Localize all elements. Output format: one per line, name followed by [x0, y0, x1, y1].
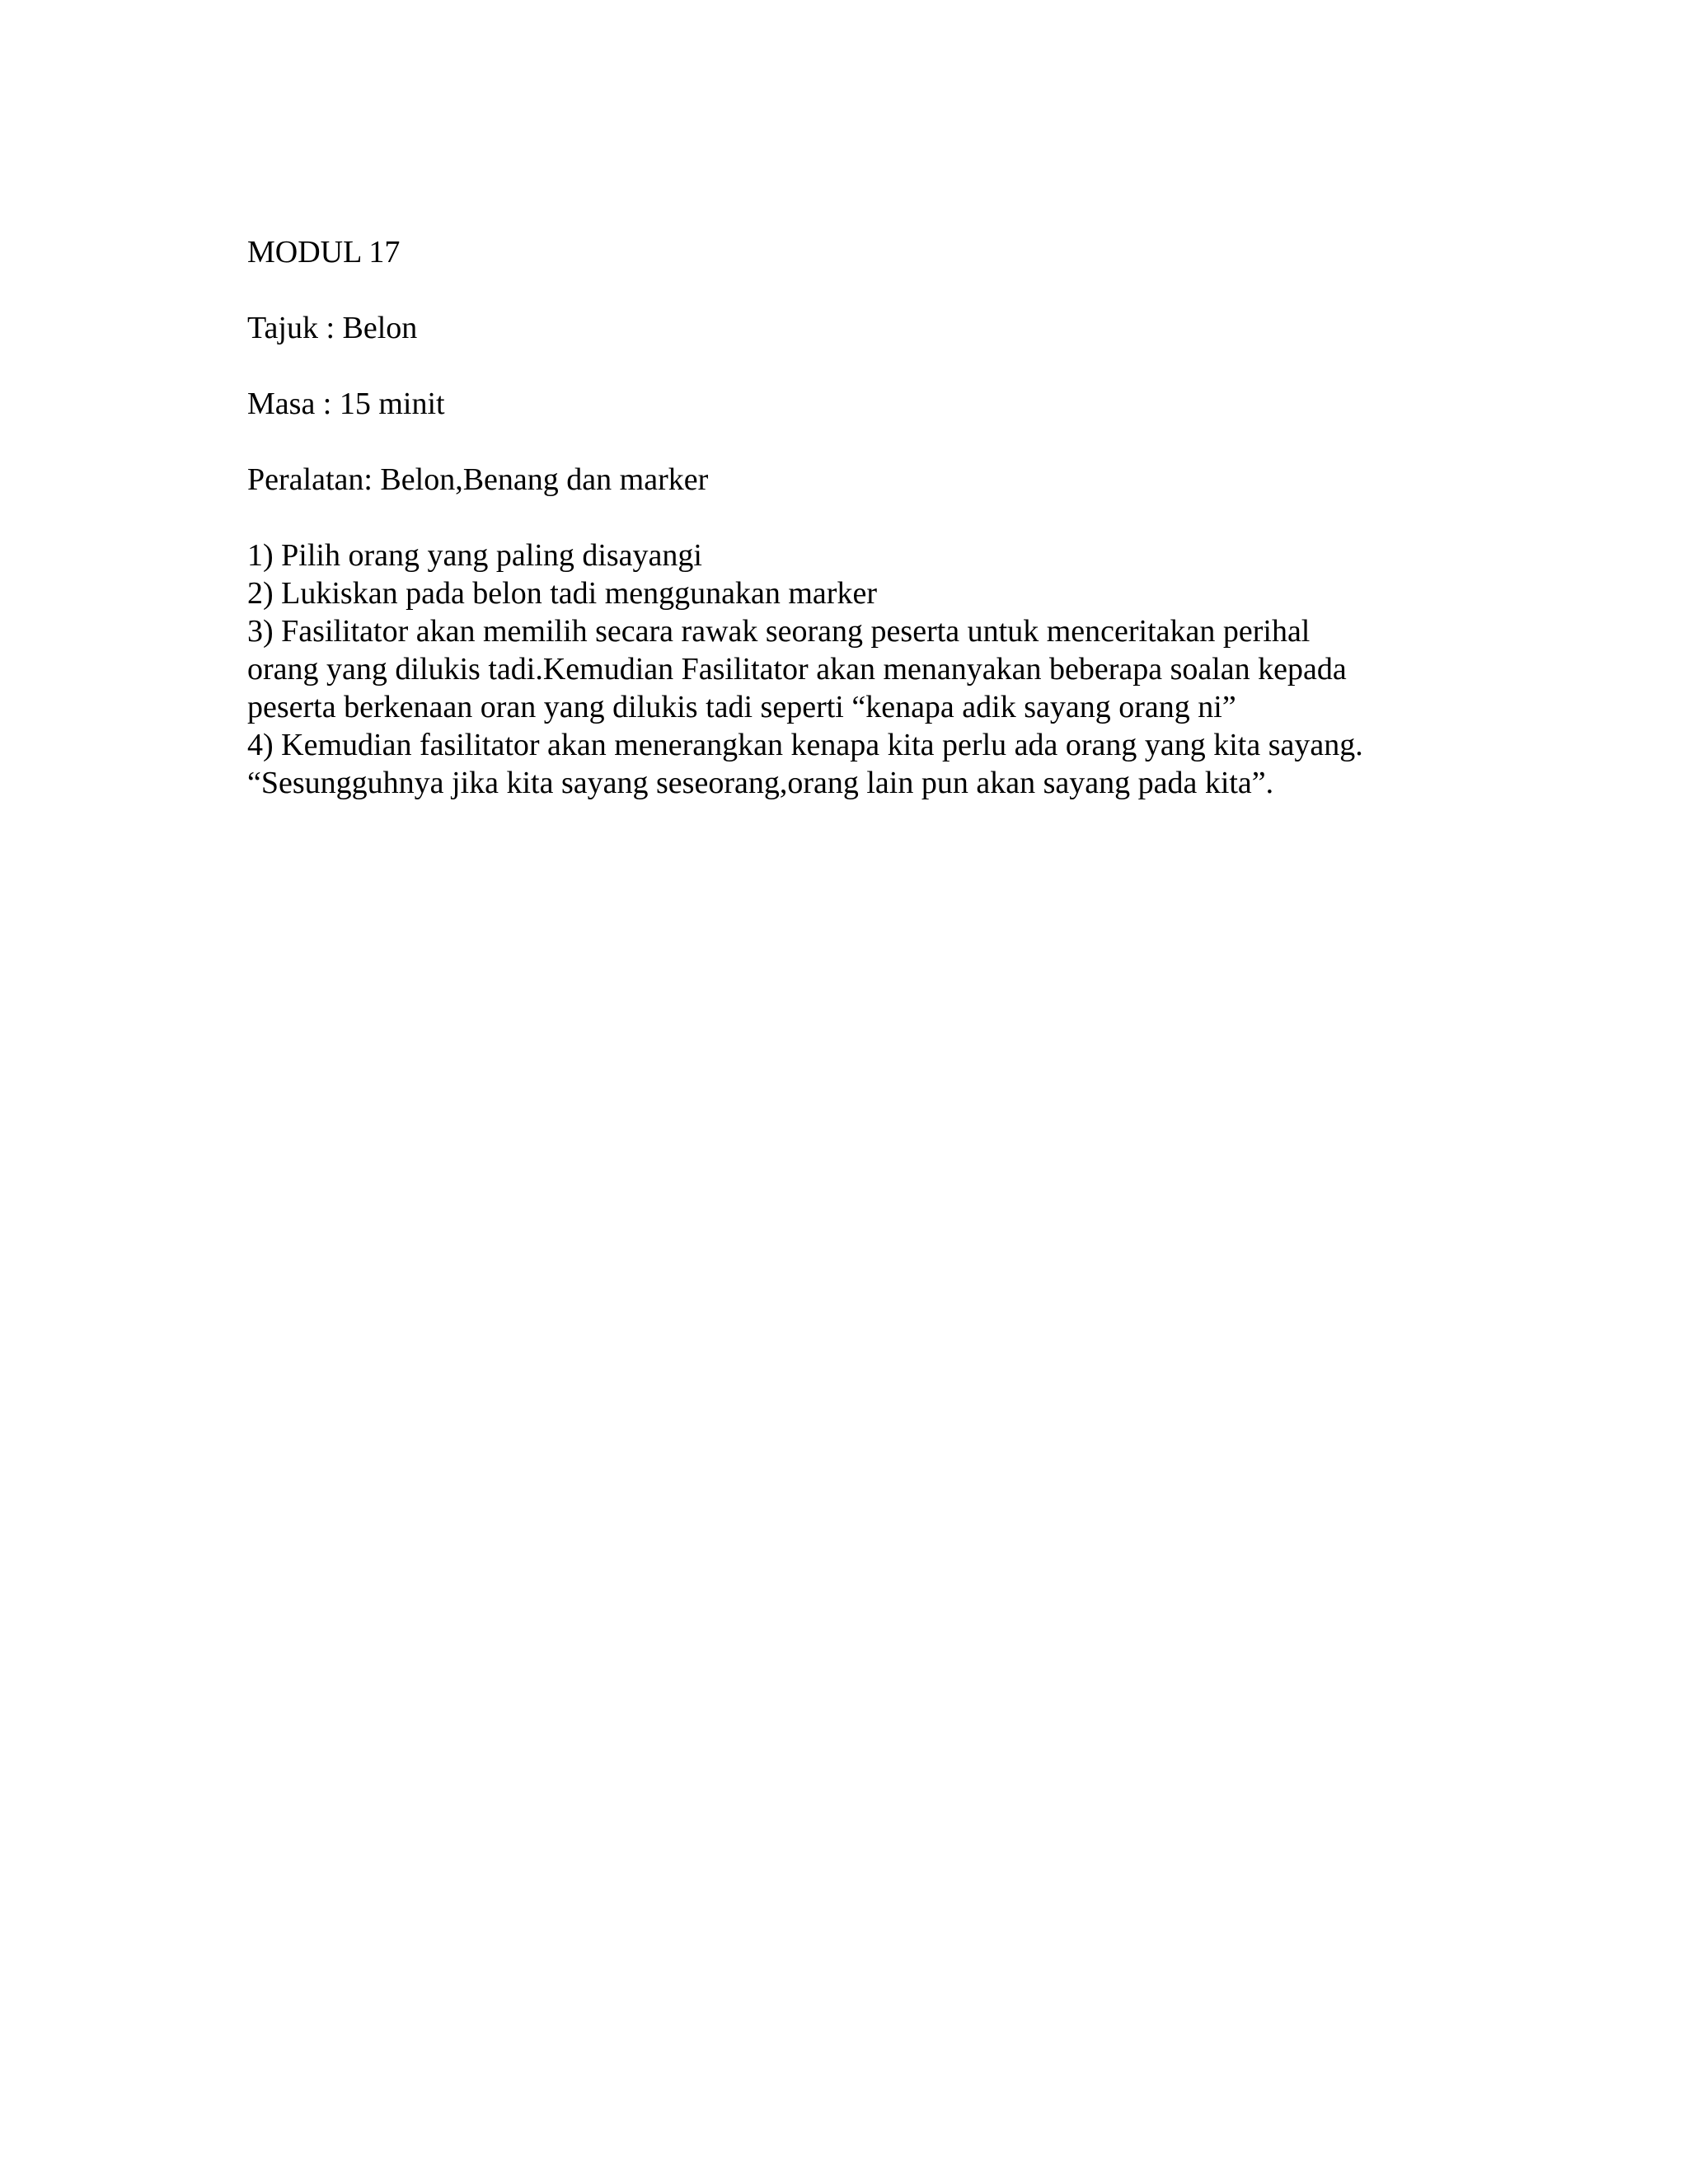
step-line: 1) Pilih orang yang paling disayangi [247, 538, 702, 573]
topic-line: Tajuk : Belon [247, 311, 418, 345]
module-heading: MODUL 17 [247, 235, 401, 269]
step-line: 2) Lukiskan pada belon tadi menggunakan marker [247, 576, 877, 611]
steps-list [247, 537, 1484, 802]
step-line: “Sesungguhnya jika kita sayang seseorang,orang lain pun akan sayang pada kita”. [247, 766, 1274, 800]
equipment-line: Peralatan: Belon,Benang dan marker [247, 462, 709, 497]
duration-line: Masa : 15 minit [247, 387, 445, 421]
document-body [247, 233, 1484, 802]
step-line: peserta berkenaan oran yang dilukis tadi seperti “kenapa adik sayang orang ni” [247, 690, 1236, 724]
step-line: 3) Fasilitator akan memilih secara rawak seorang peserta untuk menceritakan perihal [247, 614, 1311, 649]
step-line: orang yang dilukis tadi.Kemudian Fasilitator akan menanyakan beberapa soalan kepada [247, 652, 1347, 687]
step-line: 4) Kemudian fasilitator akan menerangkan kenapa kita perlu ada orang yang kita sayang. [247, 728, 1363, 762]
